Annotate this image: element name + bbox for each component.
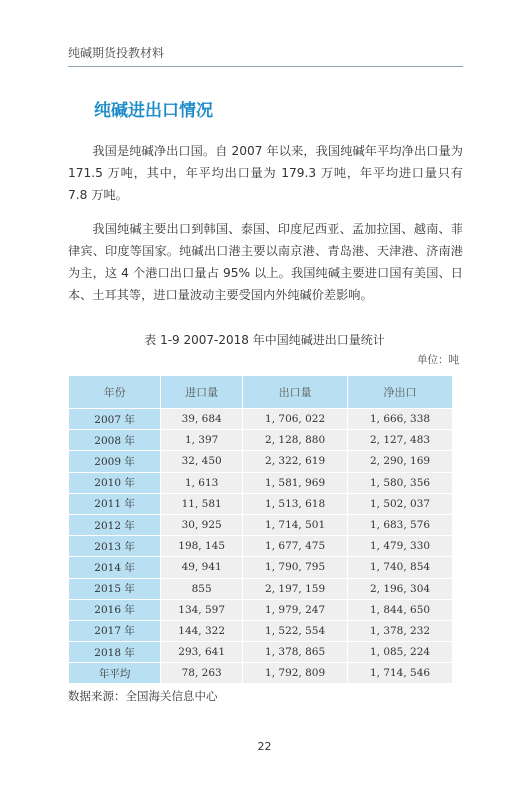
cell-export: 1, 513, 618 [243,493,348,514]
cell-import: 855 [161,578,243,599]
section-title: 纯碱进出口情况 [94,101,213,121]
cell-export: 1, 714, 501 [243,514,348,535]
table-row [69,620,453,641]
cell-year: 2009 年 [69,451,161,472]
cell-year: 2011 年 [69,493,161,514]
cell-net-export: 1, 085, 224 [348,642,453,663]
cell-import: 198, 145 [161,536,243,557]
cell-export: 2, 128, 880 [243,430,348,451]
cell-import: 293, 641 [161,642,243,663]
table-header-row [69,376,453,409]
paragraph-trade-partners: 我国纯碱主要出口到韩国、泰国、印度尼西亚、孟加拉国、越南、菲律宾、印度等国家。纯碱出口港主要以南京港、青岛港、天津港、济南港为主，这 4 个港口出口量占 95% 以上。我国纯碱主要进口国有美国、日本、土耳其等，进口量波动主要受国内外纯碱价差影响。 [68,222,463,302]
cell-import: 1, 397 [161,430,243,451]
table-row [69,409,453,430]
table-row [69,578,453,599]
table-row [69,557,453,578]
cell-import: 144, 322 [161,620,243,641]
trade-table [68,375,453,684]
cell-net-export: 2, 196, 304 [348,578,453,599]
cell-import: 1, 613 [161,472,243,493]
cell-export: 1, 522, 554 [243,620,348,641]
data-source: 数据来源：全国海关信息中心 [68,689,218,703]
cell-net-export: 2, 290, 169 [348,451,453,472]
cell-export: 1, 979, 247 [243,599,348,620]
paragraph-net-export: 我国是纯碱净出口国。自 2007 年以来，我国纯碱年平均净出口量为 171.5 万吨，其中，年平均出口量为 179.3 万吨，年平均进口量只有 7.8 万吨。 [68,144,463,202]
cell-net-export: 1, 683, 576 [348,514,453,535]
cell-year: 年平均 [69,663,161,684]
header-import: 进口量 [161,376,243,409]
cell-year: 2015 年 [69,578,161,599]
header-year: 年份 [69,376,161,409]
cell-year: 2016 年 [69,599,161,620]
cell-import: 30, 925 [161,514,243,535]
cell-net-export: 1, 502, 037 [348,493,453,514]
cell-net-export: 1, 740, 854 [348,557,453,578]
cell-export: 1, 378, 865 [243,642,348,663]
cell-net-export: 1, 844, 650 [348,599,453,620]
table-row-average [69,663,453,684]
cell-export: 1, 677, 475 [243,536,348,557]
cell-year: 2008 年 [69,430,161,451]
table-row [69,451,453,472]
cell-export: 2, 322, 619 [243,451,348,472]
cell-net-export: 1, 479, 330 [348,536,453,557]
cell-import: 78, 263 [161,663,243,684]
table-row [69,642,453,663]
cell-year: 2014 年 [69,557,161,578]
cell-year: 2018 年 [69,642,161,663]
cell-export: 2, 197, 159 [243,578,348,599]
table-row [69,430,453,451]
header-net-export: 净出口 [348,376,453,409]
cell-year: 2012 年 [69,514,161,535]
cell-net-export: 1, 580, 356 [348,472,453,493]
cell-import: 39, 684 [161,409,243,430]
book-title: 纯碱期货投教材料 [68,46,165,60]
table-row [69,514,453,535]
page-number: 22 [257,740,272,753]
cell-export: 1, 581, 969 [243,472,348,493]
cell-year: 2013 年 [69,536,161,557]
cell-import: 134, 597 [161,599,243,620]
cell-export: 1, 792, 809 [243,663,348,684]
table-row [69,472,453,493]
cell-net-export: 1, 666, 338 [348,409,453,430]
header-export: 出口量 [243,376,348,409]
cell-import: 11, 581 [161,493,243,514]
table-row [69,599,453,620]
cell-export: 1, 706, 022 [243,409,348,430]
table-row [69,493,453,514]
cell-export: 1, 790, 795 [243,557,348,578]
table-unit: 单位：吨 [417,354,459,366]
header-divider [68,66,463,67]
cell-net-export: 1, 714, 546 [348,663,453,684]
table-caption: 表 1-9 2007-2018 年中国纯碱进出口量统计 [144,333,385,347]
cell-net-export: 2, 127, 483 [348,430,453,451]
table-row [69,536,453,557]
cell-year: 2010 年 [69,472,161,493]
cell-net-export: 1, 378, 232 [348,620,453,641]
cell-import: 49, 941 [161,557,243,578]
cell-year: 2017 年 [69,620,161,641]
cell-import: 32, 450 [161,451,243,472]
cell-year: 2007 年 [69,409,161,430]
